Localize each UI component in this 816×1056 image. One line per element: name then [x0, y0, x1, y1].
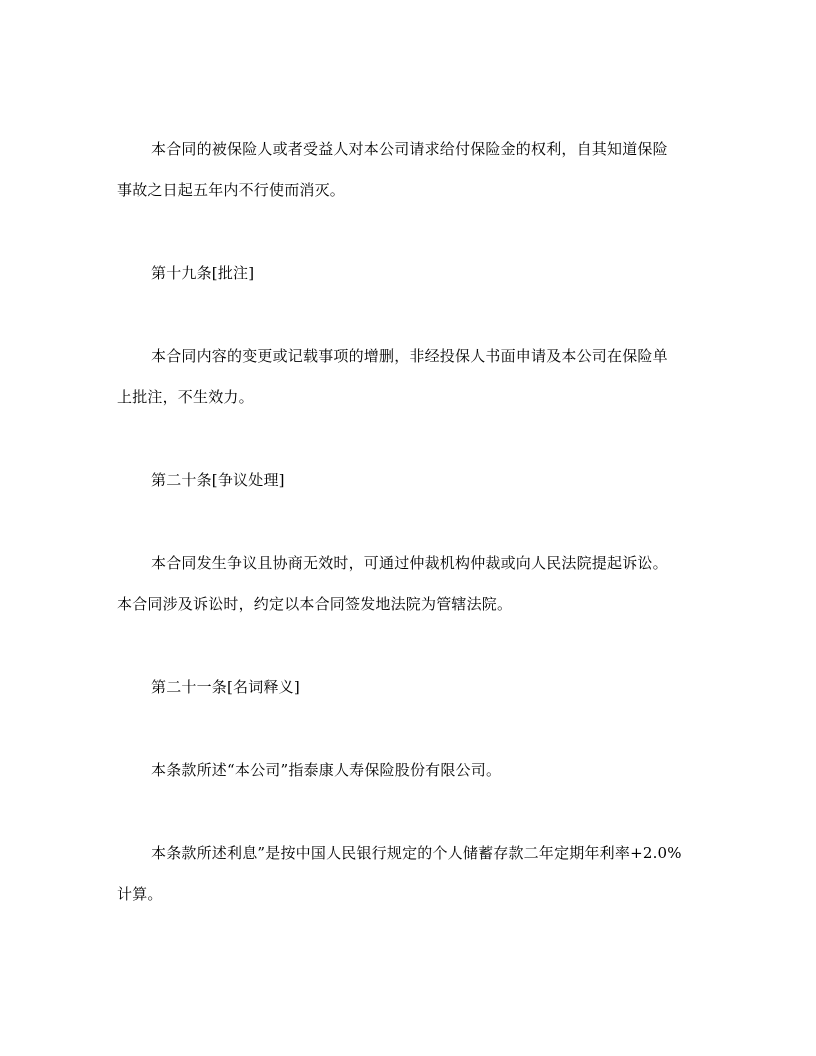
section-heading-20: 第二十条[争议处理] — [151, 471, 285, 489]
paragraph-1-line-1: 本合同的被保险人或者受益人对本公司请求给付保险金的权利，自其知道保险 — [151, 140, 668, 158]
paragraph-5-line-1: 本条款所述利息”是按中国人民银行规定的个人储蓄存款二年定期年利率+2.0% — [151, 844, 682, 862]
paragraph-4-line-1: 本条款所述“本公司”指泰康人寿保险股份有限公司。 — [151, 761, 502, 779]
paragraph-3-line-2: 本合同涉及诉讼时，约定以本合同签发地法院为管辖法院。 — [117, 595, 513, 613]
section-heading-19: 第十九条[批注] — [151, 264, 255, 282]
paragraph-2-line-1: 本合同内容的变更或记载事项的增删，非经投保人书面申请及本公司在保险单 — [151, 347, 668, 365]
section-heading-21: 第二十一条[名词释义] — [151, 678, 300, 696]
paragraph-5-line-2: 计算。 — [117, 885, 163, 903]
paragraph-2-line-2: 上批注，不生效力。 — [117, 388, 254, 406]
paragraph-1-line-2: 事故之日起五年内不行使而消灭。 — [117, 181, 346, 199]
paragraph-3-line-1: 本合同发生争议且协商无效时，可通过仲裁机构仲裁或向人民法院提起诉讼。 — [151, 554, 668, 572]
